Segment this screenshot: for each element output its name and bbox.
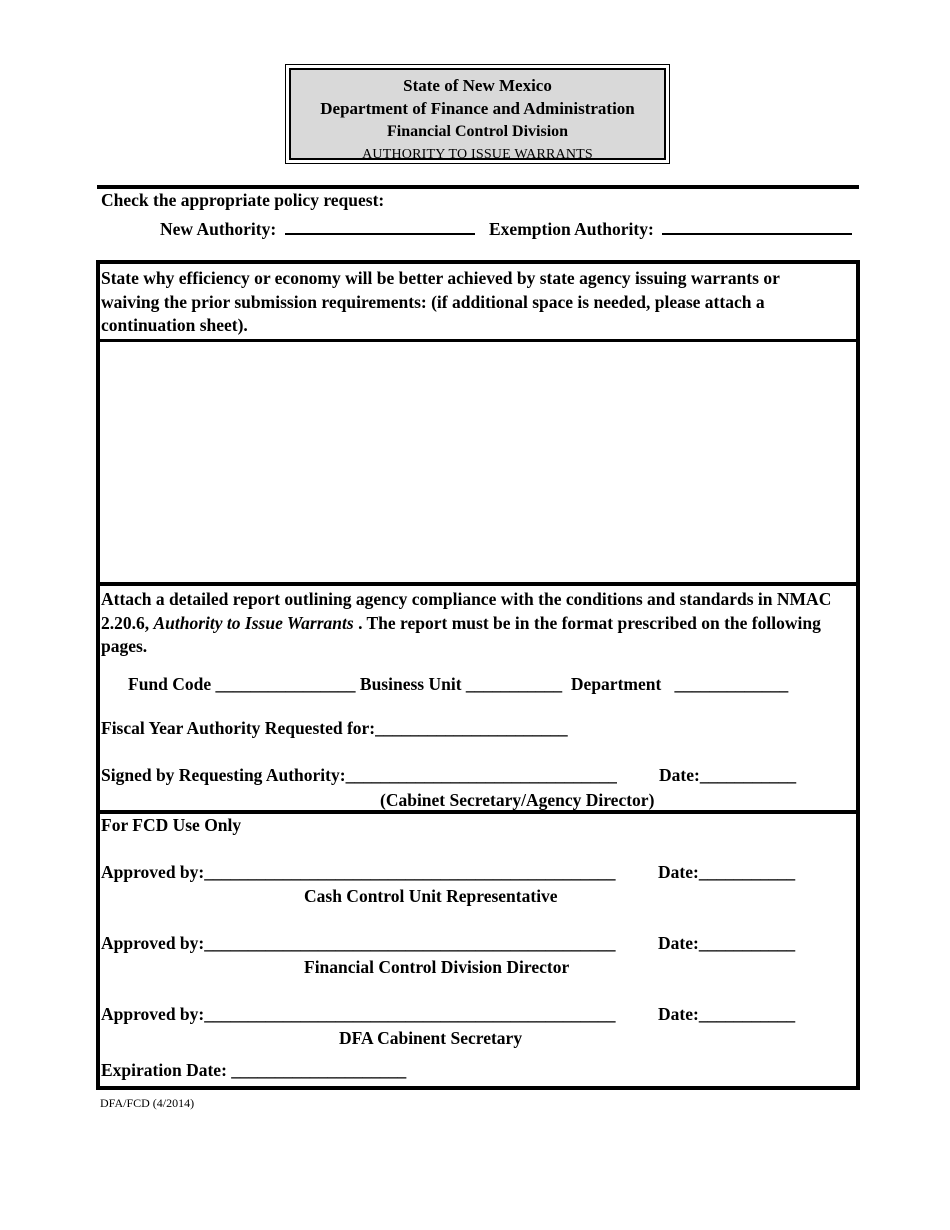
approval-date-row-1 — [658, 862, 795, 883]
signed-date-field[interactable]: ___________ — [699, 765, 797, 785]
approval-date-label-2: Date: — [658, 933, 699, 953]
approver-title-3: DFA Cabinent Secretary — [339, 1028, 523, 1048]
fund-code-row — [128, 674, 788, 695]
approval-date-field-3[interactable]: ___________ — [698, 1004, 796, 1024]
approved-by-label-3: Approved by: — [101, 1004, 205, 1024]
expiration-label: Expiration Date: — [101, 1060, 227, 1080]
approval-date-row-3 — [658, 1004, 795, 1025]
approval-row-1 — [101, 862, 616, 883]
signed-date-label: Date: — [659, 765, 700, 785]
form-code: DFA/FCD (4/2014) — [100, 1096, 195, 1110]
approval-date-label-3: Date: — [658, 1004, 699, 1024]
efficiency-response-area[interactable] — [100, 342, 856, 582]
main-form-box — [96, 260, 860, 1090]
fiscal-year-field[interactable]: ______________________ — [375, 718, 568, 738]
new-authority-row — [160, 215, 475, 240]
signed-label: Signed by Requesting Authority: — [101, 765, 346, 785]
approval-row-3 — [101, 1004, 616, 1025]
approval-row-2 — [101, 933, 616, 954]
form-header — [285, 64, 670, 164]
approved-by-field-1[interactable]: _______________________________________________ — [204, 862, 616, 882]
approver-title-2: Financial Control Division Director — [304, 957, 570, 977]
exemption-authority-field[interactable] — [662, 215, 852, 235]
approved-by-label-2: Approved by: — [101, 933, 205, 953]
top-divider — [97, 185, 859, 189]
business-unit-field[interactable]: ___________ — [465, 674, 563, 694]
expiration-row — [101, 1060, 406, 1081]
approval-date-row-2 — [658, 933, 795, 954]
new-authority-label: New Authority: — [160, 219, 277, 239]
signer-title: (Cabinet Secretary/Agency Director) — [380, 790, 655, 810]
signed-row — [101, 765, 617, 786]
department-label: Department — [570, 674, 662, 694]
fcd-heading: For FCD Use Only — [101, 815, 242, 835]
fcd-divider — [100, 810, 856, 814]
approver-title-1: Cash Control Unit Representative — [304, 886, 558, 906]
signed-field[interactable]: _______________________________ — [345, 765, 617, 785]
approved-by-field-2[interactable]: _______________________________________________ — [204, 933, 616, 953]
signed-date-row — [659, 765, 796, 786]
header-division: Financial Control Division — [386, 123, 569, 140]
fund-code-label: Fund Code — [128, 674, 212, 694]
department-field[interactable]: _____________ — [674, 674, 789, 694]
fiscal-year-label: Fiscal Year Authority Requested for: — [101, 718, 376, 738]
form-header-inner — [289, 68, 666, 160]
policy-prompt: Check the appropriate policy request: — [101, 190, 385, 210]
report-text-before: Attach a detailed report outlining agency compliance with the conditions and standards in NMAC 2.20.6, — [101, 589, 832, 633]
expiration-field[interactable]: ____________________ — [231, 1060, 407, 1080]
report-text-after: . The report must be in the format prescribed on the following pages. — [101, 612, 821, 656]
report-text-italic: Authority to Issue Warrants — [153, 612, 354, 633]
header-department: Department of Finance and Administration — [320, 99, 635, 118]
fund-code-field[interactable]: ________________ — [215, 674, 356, 694]
fiscal-year-row — [101, 718, 568, 739]
header-form-title: AUTHORITY TO ISSUE WARRANTS — [362, 147, 593, 162]
approval-date-field-2[interactable]: ___________ — [698, 933, 796, 953]
approved-by-label-1: Approved by: — [101, 862, 205, 882]
approved-by-field-3[interactable]: _______________________________________________ — [204, 1004, 616, 1024]
efficiency-prompt: State why efficiency or economy will be better achieved by state agency issuing warrants or waiving the prior submission requirements: (if additional space is needed, please attach a continuation sheet). — [101, 268, 780, 335]
exemption-authority-row — [489, 215, 852, 240]
header-state: State of New Mexico — [403, 76, 552, 95]
new-authority-field[interactable] — [285, 215, 475, 235]
exemption-authority-label: Exemption Authority: — [489, 219, 654, 239]
approval-date-label-1: Date: — [658, 862, 699, 882]
approval-date-field-1[interactable]: ___________ — [698, 862, 796, 882]
report-divider — [100, 582, 856, 586]
business-unit-label: Business Unit — [359, 674, 462, 694]
report-instructions — [101, 588, 841, 659]
